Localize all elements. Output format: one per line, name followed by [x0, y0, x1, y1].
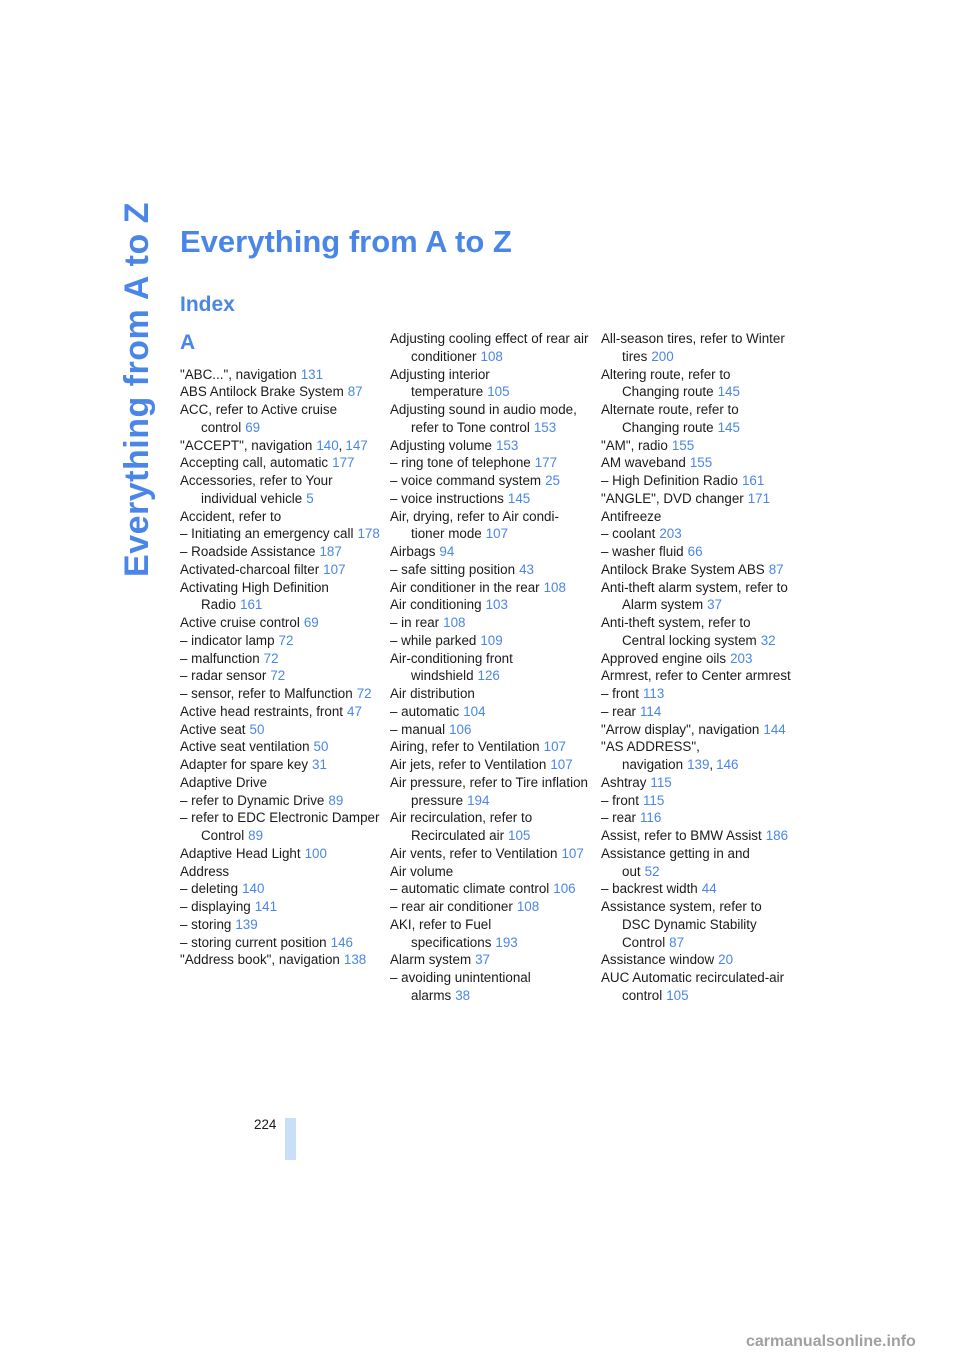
index-entry: [180, 383, 380, 401]
index-entry: [390, 401, 590, 437]
ref-separator: ,: [709, 757, 714, 772]
page-reference-link[interactable]: 139: [235, 916, 258, 932]
index-entry: [601, 437, 791, 455]
index-entry: [390, 863, 590, 881]
side-chapter-title: [112, 201, 162, 577]
index-entry-text: – voice instructions: [390, 490, 504, 506]
section-letter: A: [180, 331, 196, 354]
index-entry: [601, 366, 791, 402]
index-entry: [180, 614, 380, 632]
index-entry-text: "ABC...", navigation: [180, 366, 297, 382]
index-entry-text: – coolant: [601, 526, 656, 542]
index-entry: [180, 685, 380, 703]
index-entry-text: Air pressure, refer to Tire inflation pressure: [390, 774, 588, 808]
index-entry-text: Air distribution: [390, 686, 475, 701]
index-entry-text: Air conditioner in the rear: [390, 579, 540, 595]
page-reference-link[interactable]: 147: [345, 437, 368, 453]
index-entry-text: "Address book", navigation: [180, 952, 340, 968]
page-reference-link[interactable]: 104: [463, 703, 486, 719]
page-reference-link[interactable]: 161: [741, 473, 765, 488]
page-title: Everything from A to Z: [180, 224, 512, 259]
index-entry: [180, 437, 380, 455]
index-entry-text: – radar sensor: [180, 668, 267, 684]
page-reference-link[interactable]: 107: [561, 845, 584, 861]
index-entry-text: AM waveband: [601, 455, 686, 471]
index-entry-text: – automatic climate control: [390, 881, 550, 897]
index-entry-text: – washer fluid: [601, 544, 684, 559]
index-entry-text: ACC, refer to Active cruise control: [180, 402, 338, 435]
index-entry: [180, 454, 380, 472]
index-entry: [390, 508, 590, 544]
page-reference-link[interactable]: 203: [730, 650, 753, 666]
page-reference-link[interactable]: 126: [477, 668, 500, 684]
index-entry-text: Armrest, refer to Center armrest: [601, 668, 791, 684]
index-entry-text: "AS ADDRESS", navigation: [601, 739, 700, 772]
page-reference-link[interactable]: 200: [651, 348, 674, 364]
index-entry: [390, 596, 590, 614]
page-reference-link[interactable]: 44: [701, 881, 717, 897]
index-entry: [601, 792, 791, 810]
index-entry-text: – Initiating an emergency call: [180, 526, 354, 542]
index-entry-text: Adaptive Head Light: [180, 845, 301, 861]
page-reference-link[interactable]: 153: [495, 437, 519, 453]
page-reference-link[interactable]: 106: [553, 881, 576, 897]
index-entry: [180, 756, 380, 774]
index-entry-text: Air, drying, refer to Air condi-tioner mode: [390, 508, 559, 542]
page-number: 224: [254, 1117, 277, 1132]
page-reference-link[interactable]: 140: [242, 881, 265, 897]
index-entry: [390, 543, 590, 561]
index-entry: [601, 650, 791, 668]
page-reference-link[interactable]: 144: [763, 721, 786, 737]
index-entry-text: Activating High Definition Radio: [180, 579, 329, 613]
index-entry: [601, 508, 791, 526]
index-entry-text: – while parked: [390, 632, 477, 648]
index-entry: [601, 561, 791, 579]
index-entry-text: Active head restraints, front: [180, 703, 343, 719]
index-entry: [390, 561, 590, 579]
page-reference-link[interactable]: 72: [278, 632, 294, 648]
page-reference-link[interactable]: 43: [519, 561, 534, 577]
page-reference-link[interactable]: 203: [659, 526, 682, 542]
index-entry-text: – safe sitting position: [390, 561, 516, 577]
index-entry-text: "AM", radio: [601, 437, 668, 453]
index-entry: [390, 366, 590, 402]
page-reference-link[interactable]: 186: [765, 828, 789, 843]
page-reference-link[interactable]: 100: [304, 845, 327, 861]
watermark: carmanualsonline.info: [746, 1333, 916, 1350]
index-entry: [180, 809, 380, 845]
index-entry-text: "Arrow display", navigation: [601, 721, 760, 737]
index-entry-text: Adjusting sound in audio mode, refer to Tone control: [390, 402, 577, 435]
page-reference-link[interactable]: 106: [449, 721, 472, 737]
index-entry: [180, 543, 380, 561]
index-entry: [390, 330, 590, 366]
page-reference-link[interactable]: 177: [332, 455, 355, 471]
index-column-1: [180, 330, 380, 969]
index-entry: [601, 330, 791, 366]
page-reference-link[interactable]: 113: [642, 686, 665, 701]
page-reference-link[interactable]: 32: [760, 632, 776, 648]
index-entry-text: – front: [601, 792, 639, 808]
index-entry-text: Air volume: [390, 863, 454, 879]
index-entry: [180, 951, 380, 969]
index-entry: [180, 561, 380, 579]
page-reference-link[interactable]: 89: [328, 792, 344, 808]
page-reference-link[interactable]: 145: [717, 384, 740, 400]
page-reference-link[interactable]: 72: [356, 686, 372, 701]
index-entry: [180, 401, 380, 437]
index-entry: [390, 614, 590, 632]
index-entry: [390, 685, 590, 703]
page-reference-link[interactable]: 25: [545, 473, 560, 488]
index-entry-text: Adapter for spare key: [180, 757, 309, 772]
index-entry: [601, 667, 791, 685]
page-reference-link[interactable]: 146: [716, 757, 739, 772]
index-entry: [601, 969, 791, 1005]
index-entry: [180, 366, 380, 384]
page-reference-link[interactable]: 105: [666, 987, 689, 1003]
page-reference-link[interactable]: 50: [249, 721, 265, 737]
page-reference-link[interactable]: 94: [439, 544, 455, 559]
index-entry-text: Active seat ventilation: [180, 739, 310, 755]
index-entry: [180, 738, 380, 756]
index-entry-text: – malfunction: [180, 650, 260, 666]
index-entry: [601, 401, 791, 437]
index-entry: [180, 898, 380, 916]
index-entry-text: Antifreeze: [601, 508, 662, 524]
index-entry-text: – refer to EDC Electronic Damper Control: [180, 810, 380, 843]
index-entry: [601, 490, 791, 508]
page-reference-link[interactable]: 38: [455, 987, 471, 1003]
index-entry: [390, 490, 590, 508]
index-column-2: [390, 330, 590, 1005]
page-reference-link[interactable]: 20: [718, 952, 734, 968]
index-entry: [390, 916, 590, 952]
index-entry: [390, 845, 590, 863]
index-entry-text: – manual: [390, 721, 446, 737]
index-entry: [390, 969, 590, 1005]
index-entry: [390, 738, 590, 756]
page-reference-link[interactable]: 115: [642, 792, 665, 808]
index-entry-text: Air vents, refer to Ventilation: [390, 845, 558, 861]
index-entry: [601, 525, 791, 543]
index-entry-text: Air-conditioning front windshield: [390, 650, 513, 684]
page-reference-link[interactable]: 141: [254, 899, 278, 914]
index-entry: [601, 579, 791, 615]
index-entry: [601, 845, 791, 881]
index-entry-text: Assist, refer to BMW Assist: [601, 828, 762, 843]
page-reference-link[interactable]: 31: [312, 757, 327, 772]
index-entry: [180, 579, 380, 615]
index-entry-text: Assistance system, refer to DSC Dynamic Stability Control: [601, 899, 762, 950]
index-entry: [180, 632, 380, 650]
index-entry: [390, 632, 590, 650]
section-title: Index: [180, 293, 235, 316]
index-entry-text: Airing, refer to Ventilation: [390, 739, 540, 755]
page-reference-link[interactable]: 115: [650, 774, 672, 790]
index-entry: [390, 756, 590, 774]
page-reference-link[interactable]: 187: [319, 544, 342, 559]
index-entry-text: Active cruise control: [180, 615, 300, 630]
page-reference-link[interactable]: 153: [533, 419, 557, 435]
index-entry: [390, 951, 590, 969]
index-entry-text: AKI, refer to Fuel specifications: [390, 916, 492, 950]
index-entry: [180, 774, 380, 792]
index-entry-text: – sensor, refer to Malfunction: [180, 686, 353, 701]
index-entry-text: Adaptive Drive: [180, 774, 268, 790]
index-entry: [390, 472, 590, 490]
index-entry-text: Air recirculation, refer to Recirculated air: [390, 810, 533, 843]
index-entry: [180, 863, 380, 881]
index-entry-text: – indicator lamp: [180, 632, 275, 648]
index-entry-text: Adjusting cooling effect of rear air conditioner: [390, 331, 589, 364]
page-reference-link[interactable]: 109: [480, 632, 503, 648]
index-entry: [601, 809, 791, 827]
page-reference-link[interactable]: 108: [543, 579, 566, 595]
index-entry: [601, 454, 791, 472]
index-entry: [180, 792, 380, 810]
index-entry-text: Altering route, refer to Changing route: [601, 366, 731, 400]
index-entry-text: Address: [180, 863, 230, 879]
index-entry-text: – backrest width: [601, 881, 698, 897]
index-entry-text: Assistance window: [601, 952, 715, 968]
page-reference-link[interactable]: 72: [270, 668, 286, 684]
index-entry: [390, 774, 590, 810]
index-entry: [390, 809, 590, 845]
index-entry-text: AUC Automatic recirculated-air control: [601, 970, 785, 1003]
index-entry-text: – rear air conditioner: [390, 899, 513, 914]
index-entry: [180, 721, 380, 739]
page-reference-link[interactable]: 107: [550, 757, 573, 772]
index-entry: [390, 721, 590, 739]
index-entry: [601, 738, 791, 774]
index-entry-text: – Roadside Assistance: [180, 544, 316, 559]
index-entry-text: – avoiding unintentional alarms: [390, 970, 531, 1003]
index-entry: [180, 650, 380, 668]
page-reference-link[interactable]: 66: [687, 544, 703, 559]
index-entry-text: – rear: [601, 703, 636, 719]
index-entry: [180, 667, 380, 685]
index-entry: [180, 472, 380, 508]
index-entry: [180, 934, 380, 952]
index-entry-text: ABS Antilock Brake System: [180, 384, 344, 400]
page-reference-link[interactable]: 105: [508, 828, 531, 843]
index-entry: [390, 703, 590, 721]
index-entry-text: Alarm system: [390, 952, 472, 968]
index-entry-text: – voice command system: [390, 473, 542, 488]
page-reference-link[interactable]: 178: [357, 526, 380, 542]
page-reference-link[interactable]: 69: [245, 419, 261, 435]
page-reference-link[interactable]: 50: [313, 739, 329, 755]
index-entry: [601, 898, 791, 951]
index-entry-text: All-season tires, refer to Winter tires: [601, 331, 785, 364]
index-entry-text: Approved engine oils: [601, 650, 727, 666]
page-marker-bar: [285, 1118, 296, 1160]
page-reference-link[interactable]: 155: [671, 437, 695, 453]
index-entry: [390, 437, 590, 455]
index-entry-text: – storing current position: [180, 934, 327, 950]
index-entry-text: "ANGLE", DVD changer: [601, 490, 744, 506]
index-entry: [390, 579, 590, 597]
index-entry-text: – automatic: [390, 703, 460, 719]
page-reference-link[interactable]: 194: [467, 792, 490, 808]
index-entry: [601, 703, 791, 721]
page-reference-link[interactable]: 52: [644, 863, 660, 879]
index-entry-text: Active seat: [180, 721, 246, 737]
page-reference-link[interactable]: 177: [534, 455, 558, 471]
page-reference-link[interactable]: 155: [689, 455, 713, 471]
index-entry-text: Adjusting volume: [390, 437, 492, 453]
index-entry-text: Air jets, refer to Ventilation: [390, 757, 547, 772]
page-reference-link[interactable]: 140: [316, 437, 339, 453]
index-entry-text: – storing: [180, 916, 232, 932]
page-reference-link[interactable]: 171: [747, 490, 771, 506]
index-entry: [601, 721, 791, 739]
page-reference-link[interactable]: 37: [475, 952, 491, 968]
page-reference-link[interactable]: 108: [443, 615, 466, 630]
page-reference-link[interactable]: 87: [347, 384, 363, 400]
page-reference-link[interactable]: 131: [300, 366, 324, 382]
index-entry: [601, 472, 791, 490]
index-column-3: [601, 330, 791, 1005]
page-reference-link[interactable]: 193: [495, 934, 518, 950]
index-entry: [180, 525, 380, 543]
page-reference-link[interactable]: 87: [768, 561, 784, 577]
index-entry-text: Anti-theft system, refer to Central locking system: [601, 615, 757, 648]
page-reference-link[interactable]: 37: [707, 597, 723, 613]
page-reference-link[interactable]: 145: [717, 419, 740, 435]
page-reference-link[interactable]: 87: [669, 934, 685, 950]
page-reference-link[interactable]: 47: [347, 703, 362, 719]
page-reference-link[interactable]: 114: [639, 703, 662, 719]
index-entry: [180, 916, 380, 934]
page-reference-link[interactable]: 108: [516, 899, 540, 914]
index-entry-text: – front: [601, 686, 639, 701]
index-entry-text: – rear: [601, 810, 636, 826]
index-entry-text: Adjusting interior temperature: [390, 366, 490, 400]
index-entry-text: – deleting: [180, 881, 239, 897]
index-entry: [601, 880, 791, 898]
index-entry: [180, 880, 380, 898]
page-reference-link[interactable]: 107: [543, 739, 566, 755]
index-entry-text: Assistance getting in and out: [601, 845, 750, 879]
page-reference-link[interactable]: 89: [248, 828, 264, 843]
page-reference-link[interactable]: 108: [480, 348, 503, 364]
index-entry: [601, 614, 791, 650]
index-entry-text: Ashtray: [601, 774, 647, 790]
index-entry: [180, 845, 380, 863]
page-reference-link[interactable]: 139: [687, 757, 710, 772]
page-reference-link[interactable]: 103: [485, 597, 508, 613]
side-chapter-title-text: Everything from A to Z: [117, 201, 156, 577]
page-reference-link[interactable]: 107: [323, 561, 346, 577]
page-reference-link[interactable]: 69: [303, 615, 319, 630]
index-entry-text: – displaying: [180, 899, 251, 914]
index-entry-text: – in rear: [390, 615, 440, 630]
page-reference-link[interactable]: 72: [263, 650, 279, 666]
index-entry: [601, 543, 791, 561]
page-reference-link[interactable]: 105: [487, 384, 510, 400]
index-entry: [390, 880, 590, 898]
index-entry-text: Accessories, refer to Your individual vehicle: [180, 473, 333, 506]
page-reference-link[interactable]: 145: [507, 490, 531, 506]
index-entry: [180, 703, 380, 721]
page-reference-link[interactable]: 146: [330, 934, 353, 950]
index-entry-text: – ring tone of telephone: [390, 455, 531, 471]
index-entry: [601, 951, 791, 969]
index-entry-text: Alternate route, refer to Changing route: [601, 402, 739, 435]
index-entry-text: Accepting call, automatic: [180, 455, 329, 471]
page-reference-link[interactable]: 138: [343, 952, 367, 968]
index-entry: [601, 827, 791, 845]
index-entry: [180, 508, 380, 526]
index-entry: [601, 774, 791, 792]
page-reference-link[interactable]: 107: [485, 526, 509, 542]
index-entry: [390, 650, 590, 686]
index-entry-text: Anti-theft alarm system, refer to Alarm system: [601, 579, 788, 613]
index-entry-text: Antilock Brake System ABS: [601, 561, 765, 577]
index-entry-text: Accident, refer to: [180, 508, 282, 524]
index-entry-text: Air conditioning: [390, 597, 482, 613]
page-reference-link[interactable]: 116: [639, 810, 662, 826]
page-reference-link[interactable]: 5: [306, 490, 314, 506]
ref-separator: ,: [338, 437, 343, 453]
page-reference-link[interactable]: 161: [240, 597, 263, 613]
index-entry: [601, 685, 791, 703]
index-entry: [390, 898, 590, 916]
index-entry-text: "ACCEPT", navigation: [180, 437, 313, 453]
index-entry-text: Airbags: [390, 544, 436, 559]
index-entry-text: – High Definition Radio: [601, 473, 738, 488]
index-entry-text: – refer to Dynamic Drive: [180, 792, 325, 808]
index-entry-text: Activated-charcoal filter: [180, 561, 320, 577]
index-entry: [390, 454, 590, 472]
